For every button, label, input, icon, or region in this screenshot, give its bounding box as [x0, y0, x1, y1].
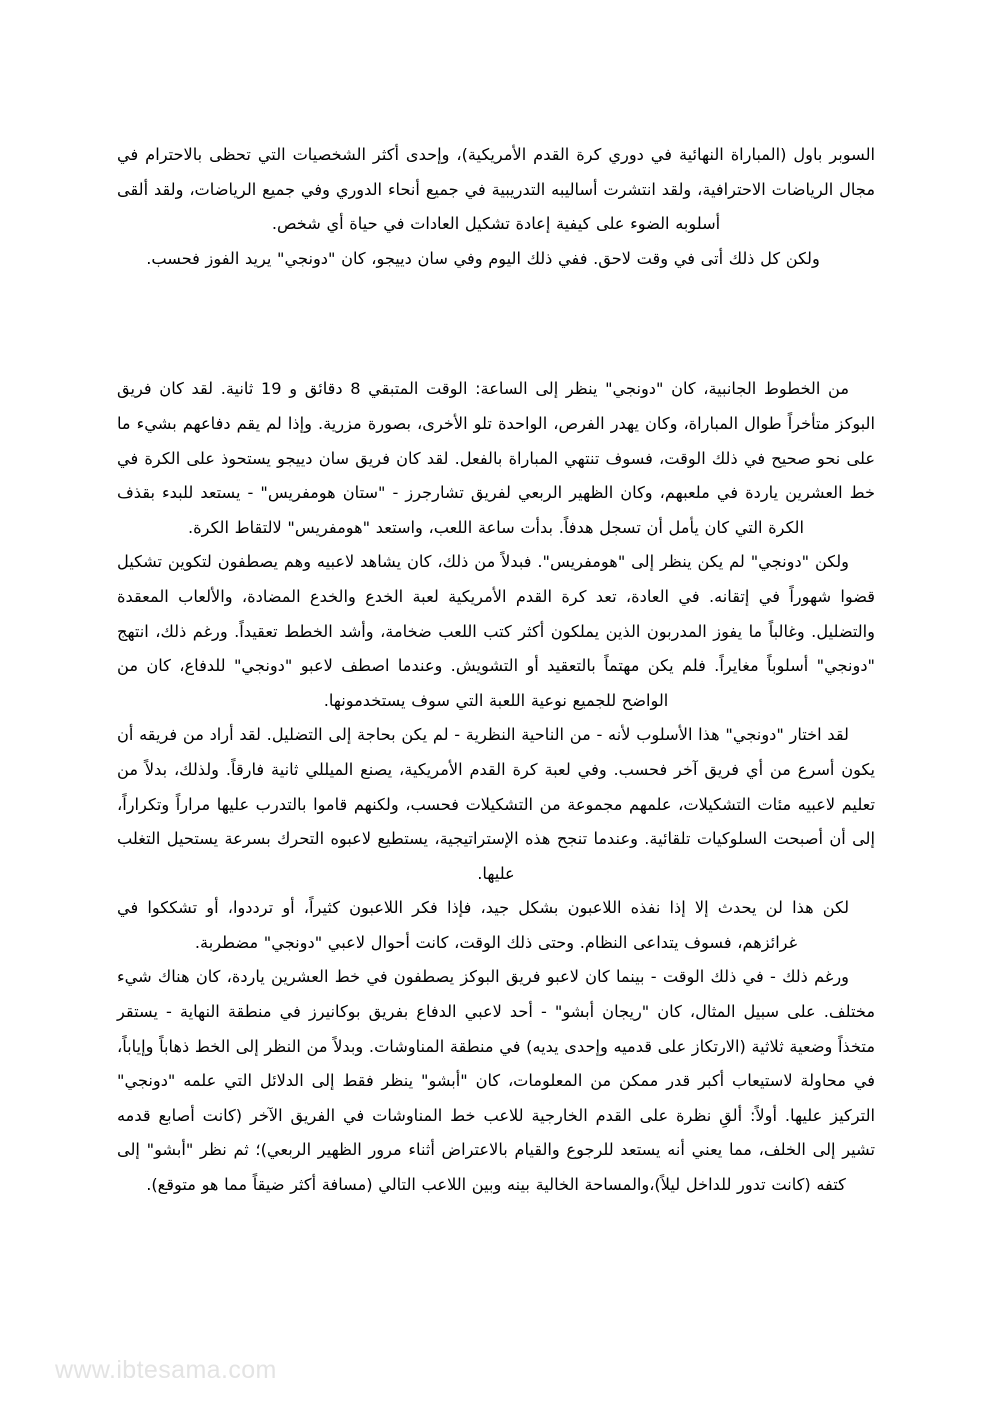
paragraph-5: لقد اختار "دونجي" هذا الأسلوب لأنه - من الناحية النظرية - لم يكن بحاجة إلى التضليل. لقد أراد من فريقه أن يكون أسرع من أي فريق آخر فحسب. وفي لعبة كرة القدم الأمريكية، يصنع الميللي ثانية فارقاً. ولذلك، بدلاً من تعليم لاعبيه مئات التشكيلات، علمهم مجموعة من التشكيلات فحسب، ولكنهم قاموا بالتدرب عليها مراراً وتكراراً، إلى أن أصبحت السلوكيات تلقائية. وعندما تنجح هذه الإستراتيجية، يستطيع لاعبوه التحرك بسرعة يستحيل التغلب عليها.: [117, 725, 875, 883]
site-watermark: www.ibtesama.com: [55, 1356, 277, 1384]
paragraph-2: ولكن كل ذلك أتى في وقت لاحق. ففي ذلك اليوم وفي سان دييجو، كان "دونجي" يريد الفوز فحسب.: [146, 248, 820, 268]
paragraph-1: السوبر باول (المباراة النهائية في دوري كرة القدم الأمريكية)، وإحدى أكثر الشخصيات التي تحظى بالاحترام في مجال الرياضات الاحترافية، ولقد انتشرت أساليبه التدريبية في جميع أنحاء الدوري وفي جميع الرياضات، ولقد ألقى أسلوبه الضوء على كيفية إعادة تشكيل العادات في حياة أي شخص.: [117, 145, 875, 234]
paragraph-4: ولكن "دونجي" لم يكن ينظر إلى "هومفريس". فبدلاً من ذلك، كان يشاهد لاعبيه وهم يصطفون لتكوين تشكيل قضوا شهوراً في إتقانه. في العادة، تعد كرة القدم الأمريكية لعبة الخدع والخدع المضادة، والألعاب المعقدة والتضليل. وغالباً ما يفوز المدربون الذين يملكون أكثر كتب اللعب ضخامة، وأشد الخطط تعقيداً. ورغم ذلك، انتهج "دونجي" أسلوباً مغايراً. فلم يكن مهتماً بالتعقيد أو التشويش. وعندما اصطف لاعبو "دونجي" للدفاع، كان من الواضح للجميع نوعية اللعبة التي سوف يستخدمونها.: [117, 552, 875, 710]
paragraph-7: ورغم ذلك - في ذلك الوقت - بينما كان لاعبو فريق البوكز يصطفون في خط العشرين ياردة، كان هناك شيء مختلف. على سبيل المثال، كان "ريجان أبشو" - أحد لاعبي الدفاع بفريق بوكانيرز في منطقة النهاية - يستقر متخذاً وضعية ثلاثية (الارتكاز على قدميه وإحدى يديه) في منطقة المناوشات. وبدلاً من النظر إلى الخط ذهاباً وإياباً، في محاولة لاستيعاب أكبر قدر ممكن من المعلومات، كان "أبشو" ينظر فقط إلى الدلائل التي علمه "دونجي" التركيز عليها. أولاً: ألقِ نظرة على القدم الخارجية للاعب خط المناوشات في الفريق الآخر (كانت أصابع قدمه تشير إلى الخلف، مما يعني أنه يستعد للرجوع والقيام بالاعتراض أثناء مرور الظهير الربعي)؛ ثم نظر "أبشو" إلى كتفه (كانت تدور للداخل ليلاً)،والمساحة الخالية بينه وبين اللاعب التالي (مسافة أكثر ضيقاً مما هو متوقع).: [117, 967, 875, 1195]
paragraph-3: من الخطوط الجانبية، كان "دونجي" ينظر إلى الساعة: الوقت المتبقي 8 دقائق و 19 ثانية. لقد كان فريق البوكز متأخراً طوال المباراة، وكان يهدر الفرص، الواحدة تلو الأخرى، بصورة مزرية. وإذا لم يقم دفاعهم بشيء ما على نحو صحيح في ذلك الوقت، فسوف تنتهي المباراة بالفعل. لقد كان فريق سان دييجو يستحوذ على الكرة في خط العشرين ياردة في ملعبهم، وكان الظهير الربعي لفريق تشارجرز - "ستان هومفريس" - يستعد للبدء بقذف الكرة التي كان يأمل أن تسجل هدفاً. بدأت ساعة اللعب، واستعد "هومفريس" لالتقاط الكرة.: [117, 379, 875, 537]
paragraph-6: لكن هذا لن يحدث إلا إذا نفذه اللاعبون بشكل جيد، فإذا فكر اللاعبون كثيراً، أو ترددوا، أو تشككوا في غرائزهم، فسوف يتداعى النظام. وحتى ذلك الوقت، كانت أحوال لاعبي "دونجي" مضطربة.: [117, 898, 849, 952]
page-body: [117, 138, 875, 1203]
